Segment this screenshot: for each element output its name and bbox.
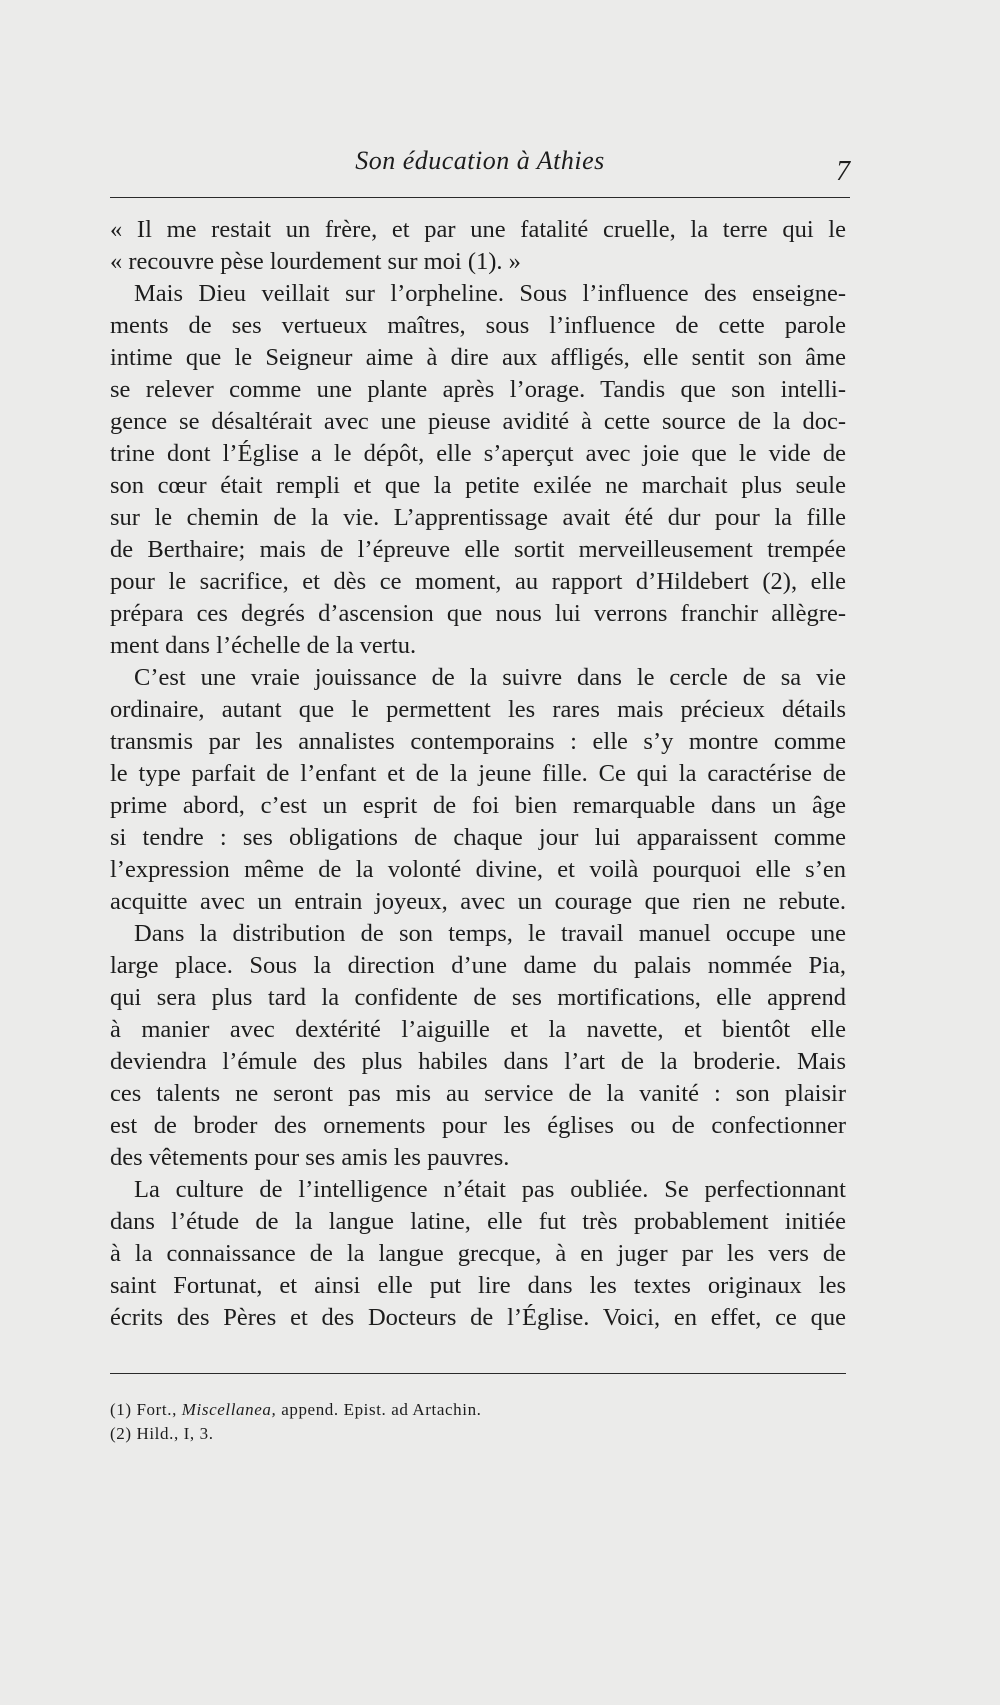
text-line: son cœur était rempli et que la petite exilée ne marchait plus seule [110,472,846,499]
text-line: des vêtements pour ses amis les pauvres. [110,1144,510,1171]
text-line: dans l’étude de la langue latine, elle fut très probablement initiée [110,1208,846,1235]
text-line: ces talents ne seront pas mis au service de la vanité : son plaisir [110,1080,846,1107]
text-line: acquitte avec un entrain joyeux, avec un courage que rien ne rebute. [110,888,846,915]
text-line: saint Fortunat, et ainsi elle put lire dans les textes originaux les [110,1272,846,1299]
running-title: Son éducation à Athies [355,146,605,175]
text-line: prépara ces degrés d’ascension que nous lui verrons franchir allègre- [110,600,846,627]
text-line: prime abord, c’est un esprit de foi bien remarquable dans un âge [110,792,846,819]
text-line: ment dans l’échelle de la vertu. [110,632,417,659]
text-line: large place. Sous la direction d’une dame du palais nommée Pia, [110,952,846,979]
text-line: sur le chemin de la vie. L’apprentissage avait été dur pour la fille [110,504,846,531]
text-line: La culture de l’intelligence n’était pas oubliée. Se perfectionnant [134,1176,846,1203]
footnote-mark: (1) [110,1400,132,1419]
page-number: 7 [836,156,850,187]
text-line: C’est une vraie jouissance de la suivre dans le cercle de sa vie [134,664,846,691]
running-header [110,128,850,198]
text-line: se relever comme une plante après l’orage. Tandis que son intelli- [110,376,846,403]
text-line: écrits des Pères et des Docteurs de l’Église. Voici, en effet, ce que [110,1304,846,1331]
text-line: à la connaissance de la langue grecque, à en juger par les vers de [110,1240,846,1267]
text-line: qui sera plus tard la confidente de ses mortifications, elle apprend [110,984,846,1011]
footnote-rule [110,1373,846,1374]
text-line: est de broder des ornements pour les églises ou de confectionner [110,1112,846,1139]
text-line: à manier avec dextérité l’aiguille et la navette, et bientôt elle [110,1016,846,1043]
text-line: ordinaire, autant que le permettent les rares mais précieux détails [110,696,846,723]
text-line: le type parfait de l’enfant et de la jeune fille. Ce qui la caractérise de [110,760,846,787]
footnotes [110,1398,846,1446]
text-line: « Il me restait un frère, et par une fatalité cruelle, la terre qui le [110,216,846,243]
text-line: intime que le Seigneur aime à dire aux affligés, elle sentit son âme [110,344,846,371]
text-line: Dans la distribution de son temps, le travail manuel occupe une [134,920,846,947]
footnote-text: append. Epist. ad Artachin. [281,1400,482,1419]
text-line: deviendra l’émule des plus habiles dans l’art de la broderie. Mais [110,1048,846,1075]
footnote [110,1398,846,1422]
footnote [110,1422,846,1446]
text-line: l’expression même de la volonté divine, et voilà pourquoi elle s’en [110,856,846,883]
text-line: si tendre : ses obligations de chaque jour lui apparaissent comme [110,824,846,851]
text-line: trine dont l’Église a le dépôt, elle s’aperçut avec joie que le vide de [110,440,846,467]
text-line: Mais Dieu veillait sur l’orpheline. Sous l’influence des enseigne- [134,280,846,307]
text-line: pour le sacrifice, et dès ce moment, au rapport d’Hildebert (2), elle [110,568,846,595]
footnote-text: Hild., I, 3. [136,1424,214,1443]
footnote-mark: (2) [110,1424,132,1443]
text-line: transmis par les annalistes contemporains : elle s’y montre comme [110,728,846,755]
text-line: de Berthaire; mais de l’épreuve elle sortit merveilleusement trempée [110,536,846,563]
footnote-text: Fort., [136,1400,177,1419]
header-rule [110,197,850,198]
body-text [110,214,846,1334]
text-line: ments de ses vertueux maîtres, sous l’influence de cette parole [110,312,846,339]
text-line: « recouvre pèse lourdement sur moi (1). » [110,248,521,275]
text-line: gence se désaltérait avec une pieuse avidité à cette source de la doc- [110,408,846,435]
footnote-title: Miscellanea, [181,1400,277,1419]
